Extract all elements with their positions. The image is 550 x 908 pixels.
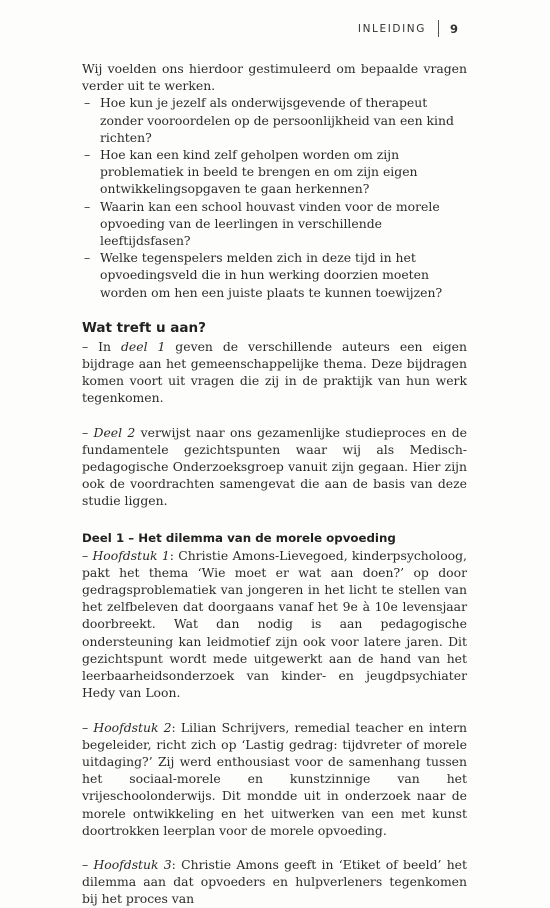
section-heading: Wat treft u aan?: [82, 319, 206, 336]
header-divider: [438, 20, 439, 37]
section-title: INLEIDING: [357, 22, 426, 35]
list-item: – Hoe kun je jezelf als onderwijsgevende of therapeut zonder vooroordelen op de persoonlijkheid van een kind richten?: [82, 94, 467, 146]
subsection-heading: Deel 1 – Het dilemma van de morele opvoeding: [82, 530, 396, 545]
paragraph-hoofdstuk-3: – Hoofdstuk 3: Christie Amons geeft in ‘Etiket of beeld’ het dilemma aan dat opvoeders en hulpverleners tegenkomen bij het proces van: [82, 856, 467, 907]
intro-paragraph: Wij voelden ons hierdoor gestimuleerd om bepaalde vragen verder uit te werken.: [82, 61, 467, 94]
paragraph-hoofdstuk-1: – Hoofdstuk 1: Christie Amons-Lievegoed, kinderpsycholoog, pakt het thema ‘Wie moet er wat aan doen?’ op door gedragsproblematiek van jongeren in het licht te stellen van het zelfbeleven dat doorgaans vanaf het 9e à 10e levensjaar doorbreekt. Wat dan nodig is aan pedagogische ondersteuning kan leidmotief zijn ook voor latere jaren. Dit gezichtspunt wordt mede uitgewerkt aan de hand van het leerbaarheidsonderzoek van kinder- en jeugdpsychiater Hedy van Loon.: [82, 547, 467, 701]
question-list: [82, 94, 467, 300]
page-body: [82, 60, 467, 908]
running-header: [358, 20, 458, 37]
list-item: – Hoe kan een kind zelf geholpen worden om zijn problematiek in beeld te brengen en om zijn eigen ontwikkelingsopgaven te gaan herkennen?: [82, 146, 467, 198]
list-item: – Welke tegenspelers melden zich in deze tijd in het opvoedingsveld die in hun werking doorzien moeten worden om hen een juiste plaats te kunnen toewijzen?: [82, 249, 467, 301]
list-item: – Waarin kan een school houvast vinden voor de morele opvoeding van de leerlingen in verschillende leeftijdsfasen?: [82, 198, 467, 250]
paragraph-deel-1: – In deel 1 geven de verschillende auteurs een eigen bijdrage aan het gemeenschappelijke thema. Deze bijdragen komen voort uit vragen die zij in de praktijk van hun werk tegenkomen.: [82, 338, 467, 406]
paragraph-deel-2: – Deel 2 verwijst naar ons gezamenlijke studieproces en de fundamentele gezichtspunten waar wij als Medisch-pedagogische Onderzoeksgroep vanuit zijn gegaan. Hier zijn ook de voordrachten samengevat die aan de basis van deze studie liggen.: [82, 424, 467, 509]
page-number: 9: [449, 21, 458, 36]
paragraph-hoofdstuk-2: – Hoofdstuk 2: Lilian Schrijvers, remedial teacher en intern begeleider, richt zich op ‘Lastig gedrag: tijdvreter of morele uitdaging?’ Zij werd enthousiast voor de samenhang tussen het sociaal-morele en kunstzinnige van het vrijeschoolonderwijs. Dit mondde uit in onderzoek naar de morele ontwikkeling en het uitwerken van een met kunst doortrokken leerplan voor de morele opvoeding.: [82, 719, 467, 838]
